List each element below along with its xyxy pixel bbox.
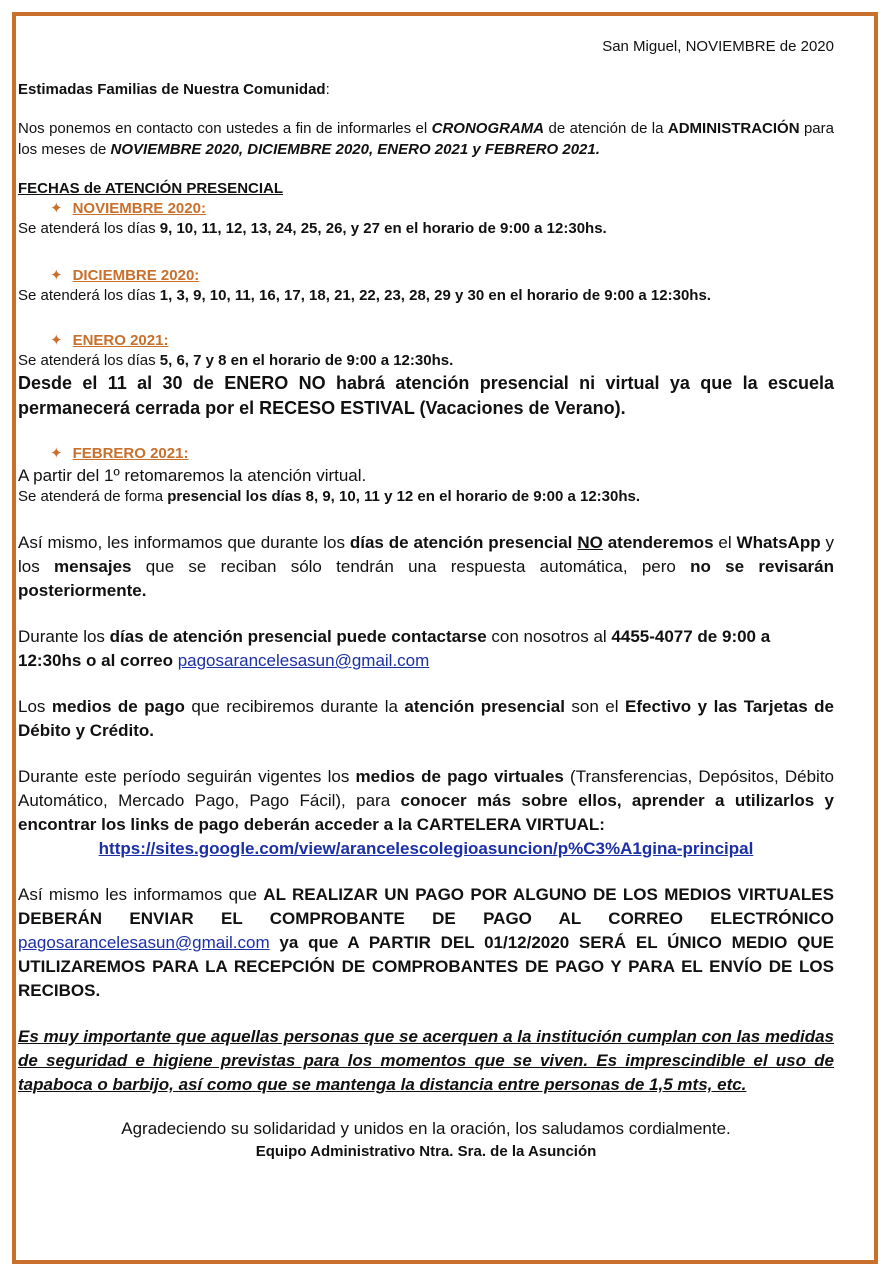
virtual-payments-paragraph: Durante este período seguirán vigentes los medios de pago virtuales (Transferencias, Depósitos, Débito Automático, Mercado Pago, Pago Fácil), para conocer más sobre ellos, aprender a utilizarlos y encontrar los links de pago deberán acceder a la CARTELERA VIRTUAL: xyxy=(18,767,834,834)
star-bullet-icon: ✦ xyxy=(50,445,63,462)
noviembre-schedule: Se atenderá los días 9, 10, 11, 12, 13, 24, 25, 26, y 27 en el horario de 9:00 a 12:30hs. xyxy=(18,220,607,237)
enero-receso: Desde el 11 al 30 de ENERO NO habrá atención presencial ni virtual ya que la escuela permanecerá cerrada por el RECESO ESTIVAL (Vacaciones de Verano). xyxy=(18,373,834,418)
email-link[interactable]: pagosarancelesasun@gmail.com xyxy=(177,651,430,670)
star-bullet-icon: ✦ xyxy=(50,332,63,349)
letter-body xyxy=(18,38,834,1162)
signature: Equipo Administrativo Ntra. Sra. de la Asunción xyxy=(255,1143,597,1160)
greeting: Estimadas Familias de Nuestra Comunidad: xyxy=(18,81,330,98)
cartelera-virtual-link[interactable]: https://sites.google.com/view/arancelescolegioasuncion/p%C3%A1gina-principal xyxy=(98,839,754,858)
star-bullet-icon: ✦ xyxy=(50,200,63,217)
section-title: FECHAS de ATENCIÓN PRESENCIAL xyxy=(18,180,284,197)
receipt-paragraph: Así mismo les informamos que AL REALIZAR UN PAGO POR ALGUNO DE LOS MEDIOS VIRTUALES DEBERÁN ENVIAR EL COMPROBANTE DE PAGO AL CORREO ELECTRÓNICO pagosarancelesasun@gmail.com ya que A PARTIR DEL 01/12/2020 SERÁ EL ÚNICO MEDIO QUE UTILIZAREMOS PARA LA RECEPCIÓN DE COMPROBANTES DE PAGO Y PARA EL ENVÍO DE LOS RECIBOS. xyxy=(18,885,834,1000)
enero-schedule: Se atenderá los días 5, 6, 7 y 8 en el horario de 9:00 a 12:30hs. xyxy=(18,352,454,369)
intro-paragraph: Nos ponemos en contacto con ustedes a fin de informarles el CRONOGRAMA de atención de la ADMINISTRACIÓN para los meses de NOVIEMBRE 2020, DICIEMBRE 2020, ENERO 2021 y FEBRERO 2021. xyxy=(18,120,834,158)
month-heading-febrero: ✦ FEBRERO 2021: xyxy=(50,445,189,462)
receipt-email-link[interactable]: pagosarancelesasun@gmail.com xyxy=(18,933,270,952)
febrero-virtual: A partir del 1º retomaremos la atención virtual. xyxy=(18,466,367,485)
month-heading-enero: ✦ ENERO 2021: xyxy=(50,332,169,349)
diciembre-schedule: Se atenderá los días 1, 3, 9, 10, 11, 16, 17, 18, 21, 22, 23, 28, 29 y 30 en el horario de 9:00 a 12:30hs. xyxy=(18,287,711,304)
month-heading-noviembre: ✦ NOVIEMBRE 2020: xyxy=(50,200,206,217)
contact-paragraph: Durante los días de atención presencial puede contactarse con nosotros al 4455-4077 de 9:00 a 12:30hs o al correo pagosarancelesasun@gmail.com xyxy=(18,627,771,670)
date-line: San Miguel, NOVIEMBRE de 2020 xyxy=(602,38,834,55)
whatsapp-paragraph: Así mismo, les informamos que durante los días de atención presencial NO atenderemos el WhatsApp y los mensajes que se reciban sólo tendrán una respuesta automática, pero no se revisarán posteriormente. xyxy=(18,533,834,600)
star-bullet-icon: ✦ xyxy=(50,267,63,284)
closing-line: Agradeciendo su solidaridad y unidos en la oración, los saludamos cordialmente. xyxy=(121,1119,731,1138)
febrero-schedule: Se atenderá de forma presencial los días 8, 9, 10, 11 y 12 en el horario de 9:00 a 12:30hs. xyxy=(18,488,641,505)
month-heading-diciembre: ✦ DICIEMBRE 2020: xyxy=(50,267,200,284)
cartelera-url-line xyxy=(18,837,834,861)
security-notice: Es muy importante que aquellas personas que se acerquen a la institución cumplan con las medidas de seguridad e higiene previstas para los momentos que se viven. Es imprescindible el uso de tapaboca o barbijo, así como que se mantenga la distancia entre personas de 1,5 mts, etc. xyxy=(18,1027,834,1094)
payment-methods-paragraph: Los medios de pago que recibiremos durante la atención presencial son el Efectivo y las Tarjetas de Débito y Crédito. xyxy=(18,697,834,740)
